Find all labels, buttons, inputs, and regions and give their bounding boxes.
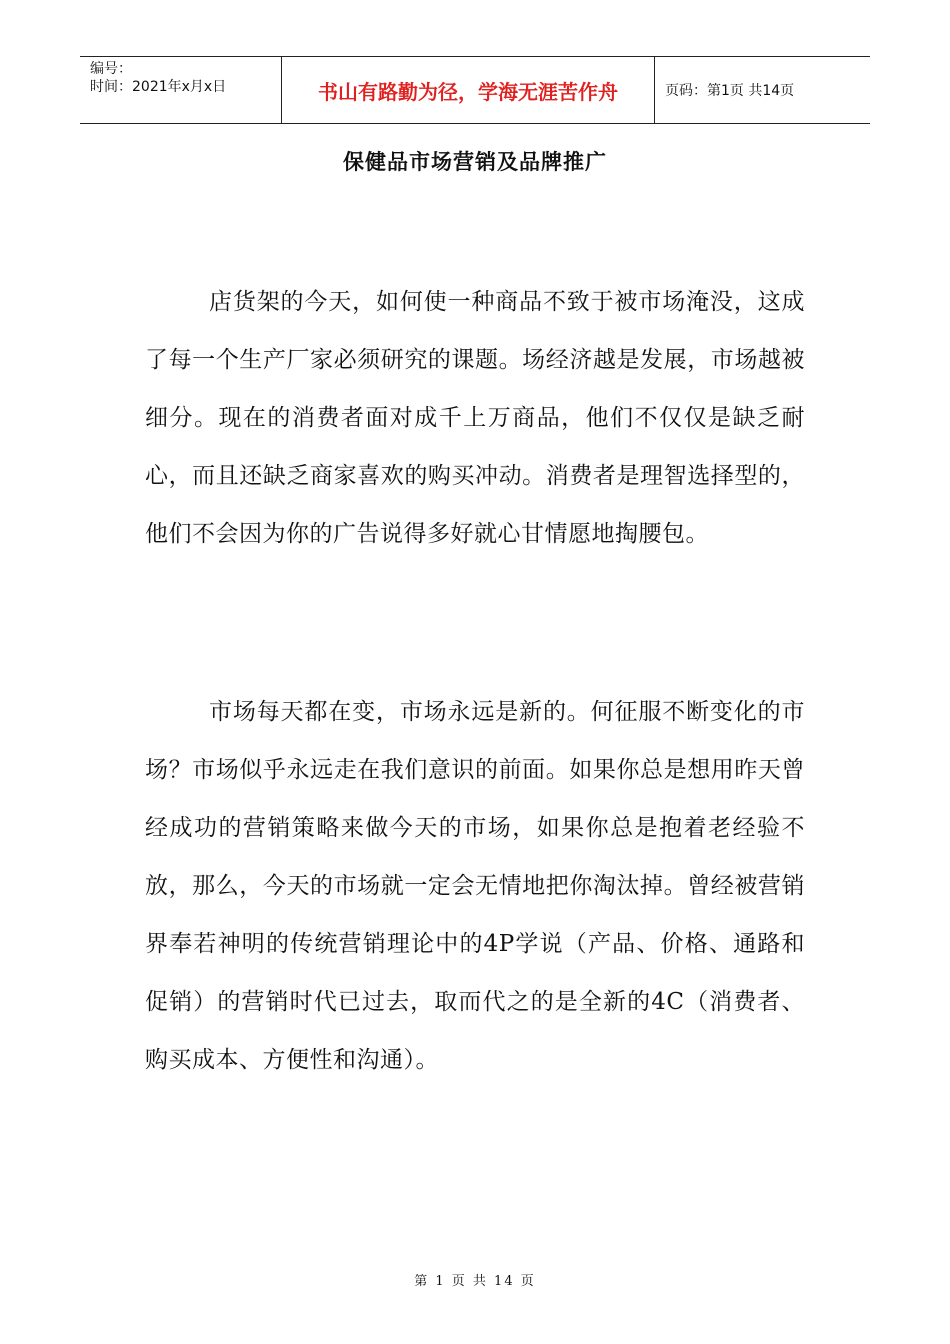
document-title: 保健品市场营销及品牌推广 bbox=[343, 149, 607, 174]
document-time-label: 时间：2021年x月x日 bbox=[90, 79, 227, 95]
document-number-label: 编号： bbox=[90, 61, 132, 77]
body-paragraph-2: 市场每天都在变，市场永远是新的。何征服不断变化的市场？市场似乎永远走在我们意识的前面。如果你总是想用昨天曾经成功的营销策略来做今天的市场，如果你总是抱着老经验不放，那么，今天的市场就一定会无情地把你淘汰掉。曾经被营销界奉若神明的传统营销理论中的4P学说（产品、价格、通路和促销）的营销时代已过去，取而代之的是全新的4C（消费者、购买成本、方便性和沟通）。 bbox=[145, 699, 805, 1073]
page-footer: 第 1 页 共 14 页 bbox=[414, 1274, 536, 1289]
header-motto: 书山有路勤为径，学海无涯苦作舟 bbox=[281, 57, 655, 123]
page-header bbox=[80, 56, 870, 124]
header-page-info: 页码：第1页 共14页 bbox=[665, 83, 795, 99]
body-paragraph-1: 店货架的今天，如何使一种商品不致于被市场淹没，这成了每一个生产厂家必须研究的课题。场经济越是发展，市场越被细分。现在的消费者面对成千上万商品，他们不仅仅是缺乏耐心，而且还缺乏商家喜欢的购买冲动。消费者是理智选择型的，他们不会因为你的广告说得多好就心甘情愿地掏腰包。 bbox=[145, 289, 805, 547]
header-meta bbox=[80, 57, 281, 123]
